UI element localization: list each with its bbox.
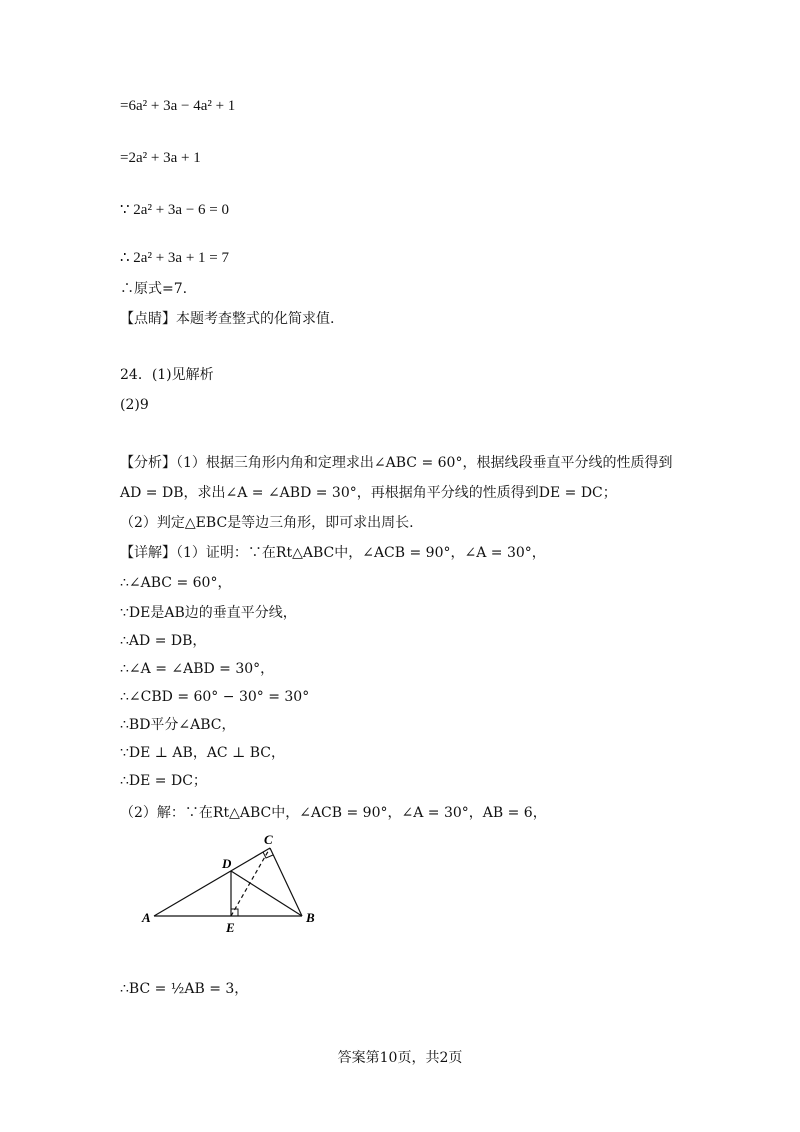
label-c: C <box>264 832 273 847</box>
right-angle-mark-c <box>263 852 273 858</box>
question-24-part2-answer: (2)9 <box>120 397 149 413</box>
segment-ac <box>154 848 270 916</box>
equation-line-2: =2a² + 3a + 1 <box>120 150 201 166</box>
solution-line-1: 【详解】（1）证明：∵在Rt△ABC中，∠ACB = 90°，∠A = 30°， <box>120 545 546 561</box>
comment-line: 【点睛】本题考查整式的化简求值. <box>120 311 335 327</box>
equation-line-1: =6a² + 3a − 4a² + 1 <box>120 98 236 114</box>
question-24-part1-answer: 24．(1)见解析 <box>120 367 214 383</box>
solution-line-9: ∴DE = DC； <box>120 773 207 789</box>
label-d: D <box>222 856 232 871</box>
solution-line-5: ∴∠A = ∠ABD = 30°， <box>120 661 275 677</box>
solution-line-8: ∵DE ⊥ AB，AC ⊥ BC， <box>120 745 285 761</box>
solution-line-3: ∵DE是AB边的垂直平分线， <box>120 605 297 621</box>
solution-line-7: ∴BD平分∠ABC， <box>120 717 236 733</box>
solution-line-4: ∴AD = DB， <box>120 633 207 649</box>
analysis-line-1: 【分析】（1）根据三角形内角和定理求出∠ABC = 60°，根据线段垂直平分线的性质得到 <box>120 455 673 471</box>
label-b: B <box>306 910 315 925</box>
segment-ec-dashed <box>231 848 270 916</box>
label-e: E <box>226 920 235 935</box>
equation-line-3: ∵ 2a² + 3a − 6 = 0 <box>120 202 229 218</box>
label-a: A <box>142 910 151 925</box>
result-line: ∴原式=7. <box>120 281 188 297</box>
solution-line-6: ∴∠CBD = 60° − 30° = 30° <box>120 689 310 705</box>
triangle-figure <box>138 832 338 938</box>
solution-part2-line-1: （2）解：∵在Rt△ABC中，∠ACB = 90°，∠A = 30°，AB = 6， <box>120 805 547 821</box>
solution-part2-line-2: ∴BC = ½AB = 3， <box>120 981 249 997</box>
analysis-line-3: （2）判定△EBC是等边三角形，即可求出周长. <box>120 515 414 531</box>
analysis-line-2: AD = DB，求出∠A = ∠ABD = 30°，再根据角平分线的性质得到DE = DC； <box>120 485 617 501</box>
page-footer: 答案第10页，共2页 <box>337 1050 463 1066</box>
solution-line-2: ∴∠ABC = 60°， <box>120 575 232 591</box>
equation-line-4: ∴ 2a² + 3a + 1 = 7 <box>120 250 229 266</box>
